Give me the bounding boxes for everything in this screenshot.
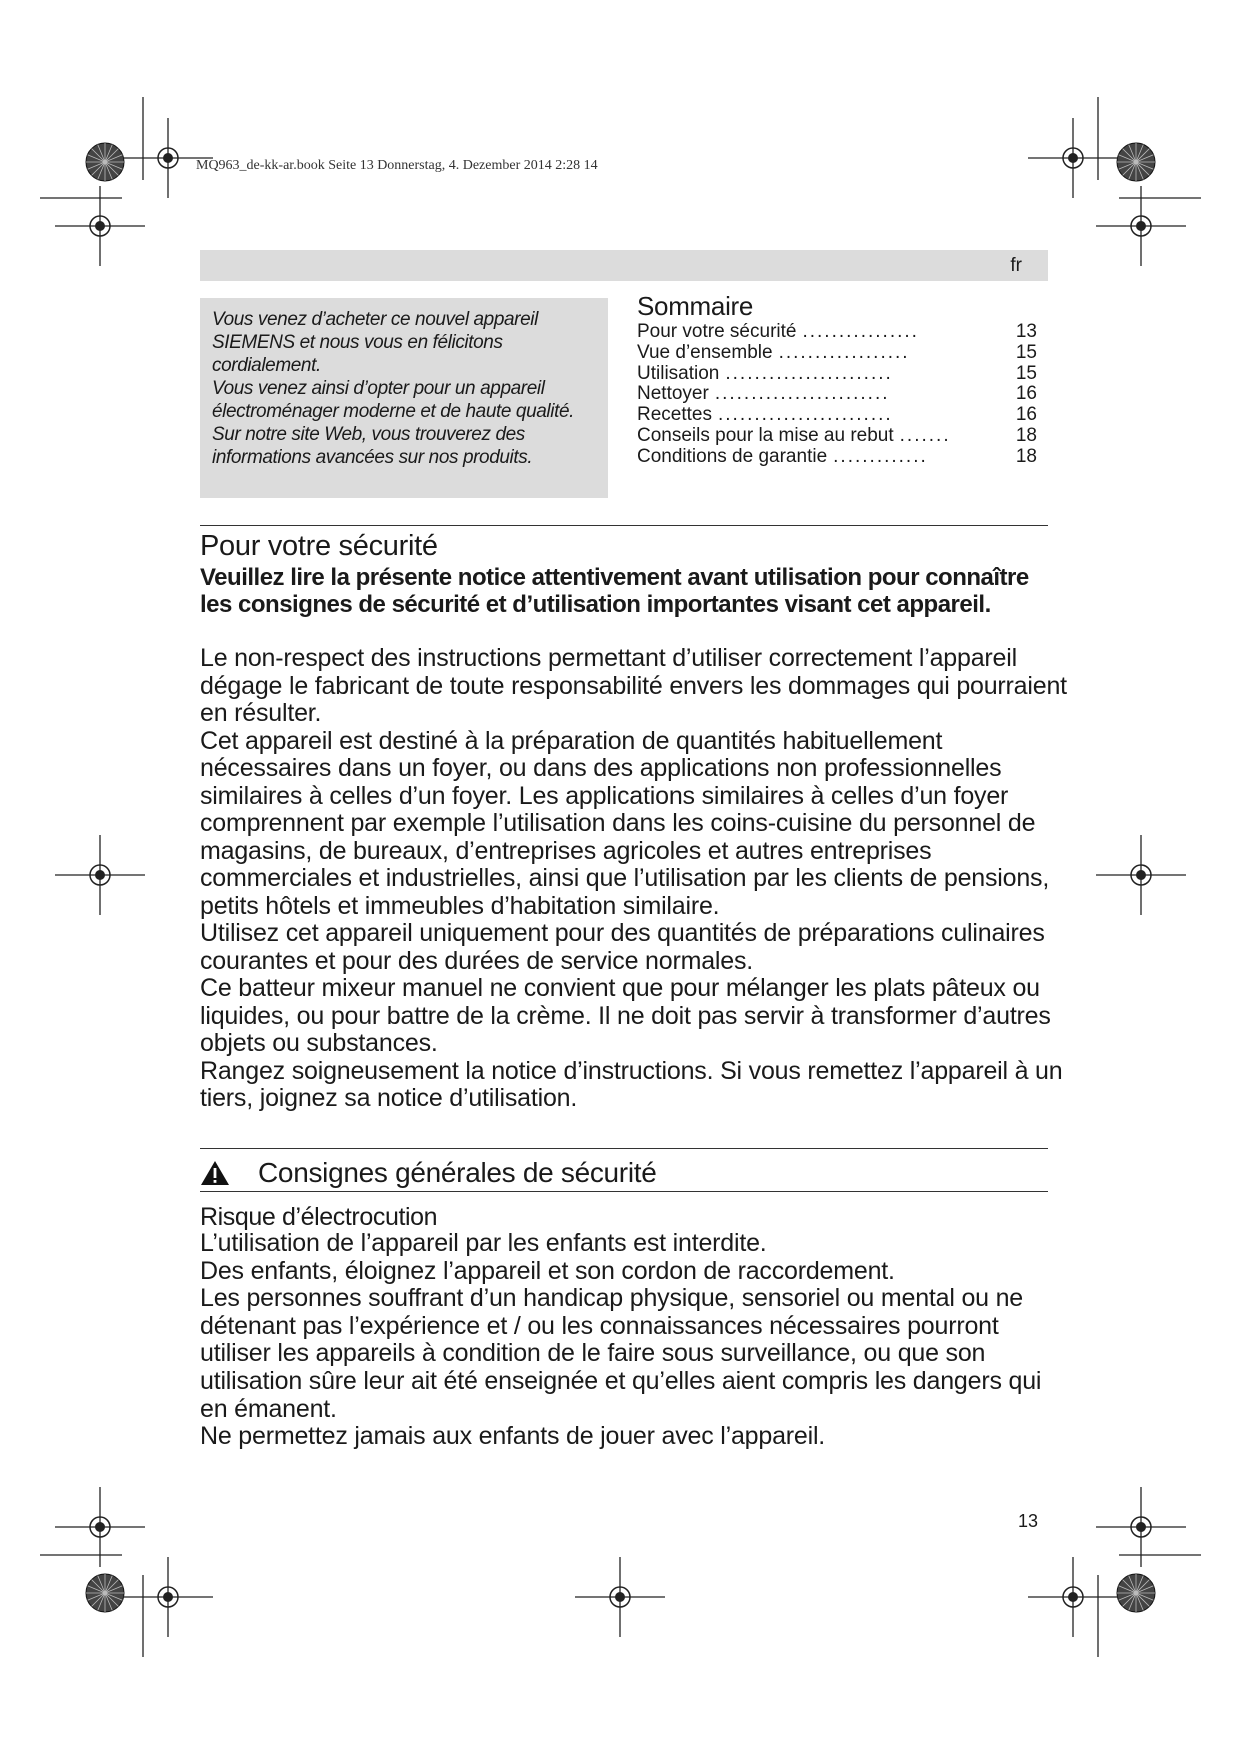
warning-triangle-icon bbox=[200, 1160, 230, 1186]
toc-entry[interactable]: Utilisation ....................... 15 bbox=[637, 362, 1037, 384]
intro-paragraph: Vous venez ainsi d’opter pour un appareil électroménager moderne et de haute qualité. Sur notre site Web, vous trouverez des informations avancées sur nos produits. bbox=[212, 378, 574, 468]
section-title-general: Consignes générales de sécurité bbox=[258, 1157, 657, 1188]
table-of-contents bbox=[637, 290, 1037, 468]
general-safety-heading bbox=[200, 1155, 657, 1191]
body-paragraph: Utilisez cet appareil uniquement pour des quantités de préparations culinaires courantes et pour des durées de service normales. bbox=[200, 919, 1045, 975]
language-header-bar bbox=[200, 250, 1048, 281]
section-divider bbox=[200, 1191, 1048, 1192]
toc-title: Sommaire bbox=[637, 291, 754, 321]
body-paragraph: Ne permettez jamais aux enfants de jouer avec l’appareil. bbox=[200, 1422, 826, 1451]
color-star-top-left bbox=[86, 143, 124, 181]
toc-entry[interactable]: Recettes ........................ 16 bbox=[637, 404, 1037, 426]
general-body bbox=[200, 1230, 1070, 1451]
color-star-bottom-right bbox=[1117, 1574, 1155, 1612]
print-slug-line: MQ963_de-kk-ar.book Seite 13 Donnerstag, 4. Dezember 2014 2:28 14 bbox=[196, 158, 598, 173]
color-star-bottom-left bbox=[86, 1574, 124, 1612]
body-paragraph: Rangez soigneusement la notice d’instructions. Si vous remettez l’appareil à un tiers, joignez sa notice d’utilisation. bbox=[200, 1056, 1063, 1112]
toc-entry[interactable]: Conseils pour la mise au rebut ....... 18 bbox=[637, 424, 1037, 446]
section-divider bbox=[200, 525, 1048, 526]
safety-body bbox=[200, 645, 1070, 1113]
color-star-top-right bbox=[1117, 143, 1155, 181]
language-tag: fr bbox=[1010, 255, 1022, 276]
toc-entry[interactable]: Conditions de garantie ............. 18 bbox=[637, 445, 1037, 467]
body-paragraph: L’utilisation de l’appareil par les enfants est interdite. bbox=[200, 1229, 767, 1257]
toc-entry[interactable]: Pour votre sécurité ................ 13 bbox=[637, 321, 1037, 342]
section-title-safety: Pour votre sécurité bbox=[200, 530, 438, 562]
toc-entry[interactable]: Nettoyer ........................ 16 bbox=[637, 383, 1037, 405]
body-paragraph: Le non-respect des instructions permettant d’utiliser correctement l’appareil dégage le fabricant de toute responsabilité envers les dommages qui pourraient en résulter. bbox=[200, 644, 1067, 727]
section-divider bbox=[200, 1148, 1048, 1149]
intro-paragraph: Vous venez d’acheter ce nouvel appareil SIEMENS et nous vous en félicitons cordialement. bbox=[212, 309, 538, 376]
body-paragraph: Des enfants, éloignez l’appareil et son cordon de raccordement. bbox=[200, 1256, 895, 1285]
body-paragraph: Les personnes souffrant d’un handicap physique, sensoriel ou mental ou ne détenant pas l’expérience et / ou les connaissances nécessaires pourront utiliser les appareils à condition de le faire sous surveillance, ou que son utilisation sûre leur ait été enseignée et qu’elles aient compris les dangers qui en émanent. bbox=[200, 1284, 1042, 1423]
toc-entry[interactable]: Vue d’ensemble .................. 15 bbox=[637, 341, 1037, 363]
body-paragraph: Cet appareil est destiné à la préparation de quantités habituellement nécessaires dans un foyer, ou dans des applications non professionnelles similaires à celles d’un foyer. Les applications similaires à celles d’un foyer comprennent par exemple l’utilisation dans les coins-cuisine du personnel de magasins, de bureaux, d’entreprises agricoles et autres entreprises commerciales et industrielles, ainsi que l’utilisation par les clients de pensions, petits hôtels et immeubles d’habitation similaire. bbox=[200, 726, 1050, 920]
page-number: 13 bbox=[1018, 1511, 1039, 1531]
body-paragraph: Ce batteur mixeur manuel ne convient que pour mélanger les plats pâteux ou liquides, ou pour battre de la crème. Il ne doit pas servir à transformer d’autres objets ou substances. bbox=[200, 974, 1051, 1057]
intro-box bbox=[200, 298, 608, 498]
safety-lead-paragraph: Veuillez lire la présente notice attentivement avant utilisation pour connaître les consignes de sécurité et d’utilisation importantes visant cet appareil. bbox=[200, 564, 1029, 618]
subsection-title-electrocution: Risque d’électrocution bbox=[200, 1203, 438, 1231]
